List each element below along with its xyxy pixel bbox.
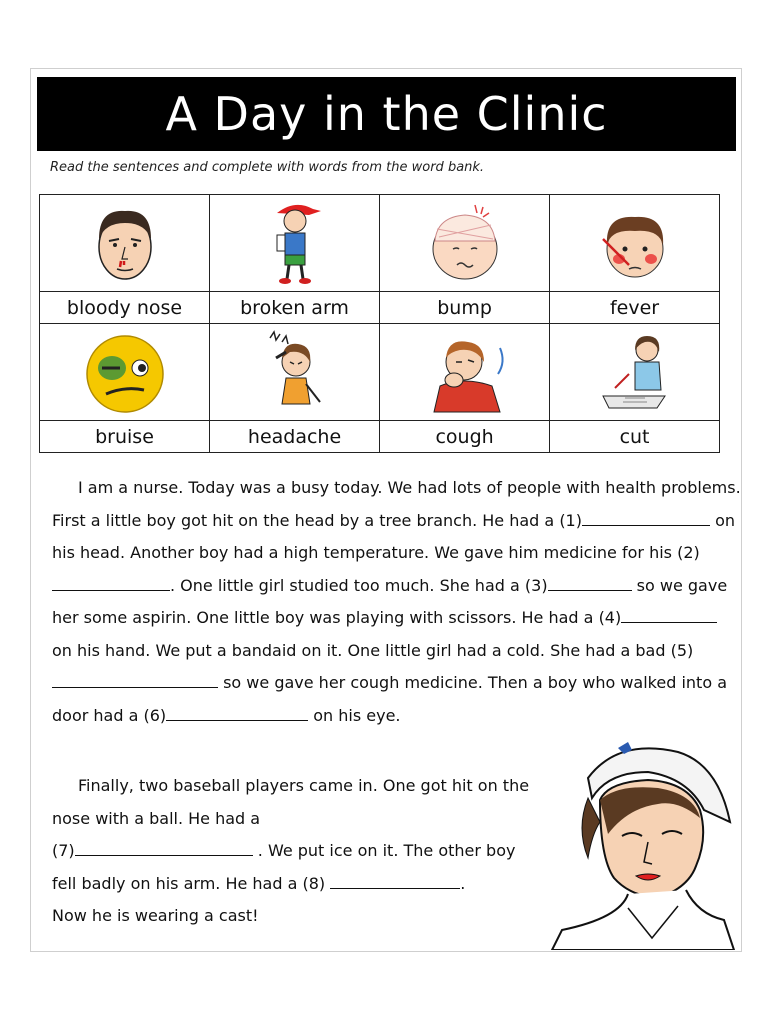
story-text: so we gave her cough medicine. Then a boy who walked into a door had a (52, 673, 727, 725)
word-bank-picture-cell (380, 195, 550, 292)
answer-blank-7[interactable] (75, 841, 253, 856)
word-bank-picture-cell (40, 324, 210, 421)
answer-blank-2[interactable] (52, 576, 170, 591)
blank-number: (7) (52, 841, 75, 860)
blank-number: (4) (598, 608, 622, 627)
blank-number: (8) (302, 873, 326, 893)
word-bank-picture-cell (210, 195, 380, 292)
instructions-text: Read the sentences and complete with words from the word bank. (50, 160, 485, 175)
story-text: on his hand. We put a bandaid on it. One little girl had a cold. She had a bad (52, 640, 666, 660)
word-bank-picture-cell (550, 195, 720, 292)
word-bank-picture-cell (550, 324, 720, 421)
word-bank-word: bruise (40, 421, 210, 453)
word-bank-word-row (40, 292, 720, 324)
bandaged-head-icon (425, 199, 505, 287)
answer-blank-6[interactable] (166, 706, 308, 721)
nurse-illustration (548, 738, 738, 950)
word-bank-word: bloody nose (40, 292, 210, 324)
word-bank-word: cough (380, 421, 550, 453)
word-bank-picture-cell (210, 324, 380, 421)
story-text: so we gave her some aspirin. One little boy was playing with scissors. He had a (52, 575, 728, 627)
word-bank-picture-cell (40, 195, 210, 292)
answer-blank-3[interactable] (548, 576, 632, 591)
story-text: on his eye. (313, 705, 401, 725)
cut-finger-girl-icon (595, 328, 675, 416)
word-bank-image-row (40, 195, 720, 292)
word-bank-word: fever (550, 292, 720, 324)
story-text: . One little girl studied too much. She had a (170, 575, 520, 595)
broken-arm-boy-icon (265, 199, 325, 287)
bloody-nose-face-icon (85, 199, 165, 287)
story-paragraph-1 (52, 472, 742, 732)
word-bank-word: headache (210, 421, 380, 453)
story-text: on his head. Another boy had a high temperature. We gave him medicine for his (52, 510, 736, 562)
word-bank-word-row (40, 421, 720, 453)
story-paragraph-2 (52, 770, 542, 933)
blank-number: (1) (559, 510, 582, 530)
story-text: . (460, 873, 466, 893)
answer-blank-1[interactable] (582, 511, 710, 526)
word-bank-word: cut (550, 421, 720, 453)
word-bank-image-row (40, 324, 720, 421)
story-text: . We put ice on it. The other boy fell badly on his arm. He had a (52, 841, 516, 893)
blank-number: (2) (677, 543, 700, 562)
bruised-smiley-icon (80, 328, 170, 416)
coughing-boy-icon (420, 328, 510, 416)
worksheet-title: A Day in the Clinic (37, 77, 736, 151)
story-text: Finally, two baseball players came in. One got hit on the nose with a ball. He had a (52, 776, 530, 828)
story-text: Now he is wearing a cast! (52, 906, 259, 925)
blank-number: (3) (524, 575, 548, 595)
story-text: I am a nurse. Today was a busy today. We had lots of people with health problems. First a little boy got hit on the head by a tree branch. He had a (52, 478, 741, 530)
answer-blank-4[interactable] (621, 608, 717, 623)
blank-number: (5) (670, 640, 694, 660)
word-bank-word: broken arm (210, 292, 380, 324)
fever-thermometer-face-icon (595, 199, 675, 287)
answer-blank-8[interactable] (330, 874, 460, 889)
word-bank-picture-cell (380, 324, 550, 421)
word-bank-table (39, 194, 720, 453)
headache-girl-icon (260, 328, 330, 416)
word-bank-word: bump (380, 292, 550, 324)
answer-blank-5[interactable] (52, 673, 218, 688)
blank-number: (6) (143, 705, 167, 725)
